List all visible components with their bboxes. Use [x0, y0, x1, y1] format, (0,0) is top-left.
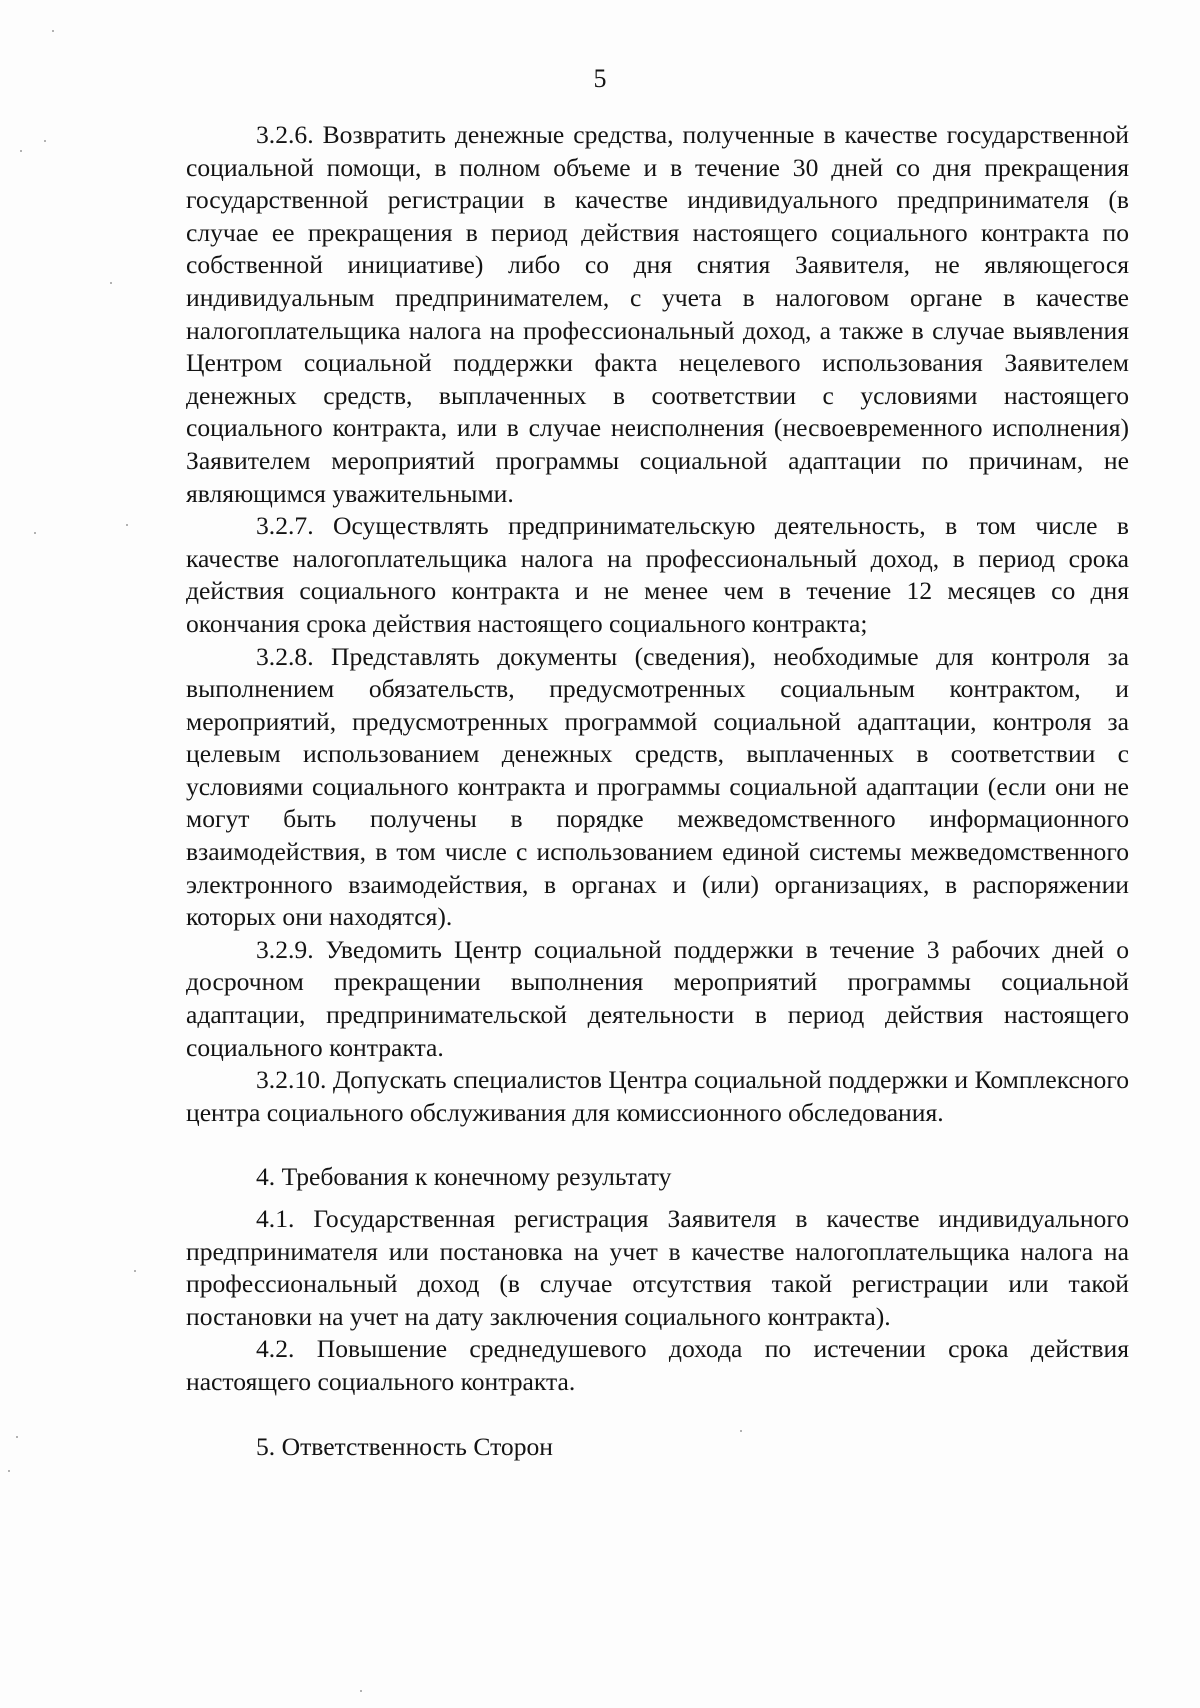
scan-speck [16, 1436, 18, 1438]
section-heading-5: 5. Ответственность Сторон [256, 1431, 554, 1461]
paragraph-3-2-9: 3.2.9. Уведомить Центр социальной поддержки в течение 3 рабочих дней о досрочном прекращении выполнения мероприятий программы социальной адаптации, предпринимательской деятельности в период действия настоящего социального контракта. [186, 934, 1129, 1062]
section-heading-4: 4. Требования к конечному результату [256, 1162, 672, 1192]
scan-speck [20, 150, 22, 152]
scan-speck [360, 1690, 362, 1692]
scan-speck [8, 1470, 10, 1472]
document-body [186, 119, 1129, 1463]
scan-speck [126, 524, 128, 526]
paragraph-3-2-8: 3.2.8. Представлять документы (сведения), необходимые для контроля за выполнением обязательств, предусмотренных социальным контрактом, и мероприятий, предусмотренных программой социальной адаптации, контроля за целевым использованием денежных средств, выплаченных в соответствии с условиями социального контракта и программы социальной адаптации (если они не могут быть получены в порядке межведомственного информационного взаимодействия, в том числе с использованием единой системы межведомственного электронного взаимодействия, в органах и (или) организациях, в распоряжении которых они находятся). [186, 641, 1129, 932]
scan-speck [52, 30, 54, 32]
paragraph-4-1: 4.1. Государственная регистрация Заявителя в качестве индивидуального предпринимателя или постановка на учет в качестве налогоплательщика налога на профессиональный доход (в случае отсутствия такой регистрации или такой постановки на учет на дату заключения социального контракта). [186, 1204, 1129, 1331]
page-number: 5 [593, 64, 607, 93]
paragraph-3-2-7: 3.2.7. Осуществлять предпринимательскую деятельность, в том числе в качестве налогоплательщика налога на профессиональный доход, в период срока действия социального контракта и не менее чем в течение 12 месяцев со дня окончания срока действия настоящего социального контракта; [186, 511, 1129, 638]
scan-speck [34, 532, 36, 534]
scan-speck [740, 1430, 742, 1432]
scan-speck [110, 282, 112, 284]
paragraph-3-2-10: 3.2.10. Допускать специалистов Центра социальной поддержки и Комплексного центра социального обслуживания для комиссионного обследования. [186, 1065, 1129, 1127]
scan-speck [44, 140, 46, 142]
scan-speck [134, 1270, 136, 1272]
paragraph-3-2-6: 3.2.6. Возвратить денежные средства, полученные в качестве государственной социальной помощи, в полном объеме и в течение 30 дней со дня прекращения государственной регистрации в качестве индивидуального предпринимателя (в случае ее прекращения в период действия настоящего социального контракта по собственной инициативе) либо со дня снятия Заявителя, не являющегося индивидуальным предпринимателем, с учета в налоговом органе в качестве налогоплательщика налога на профессиональный доход, а также в случае выявления Центром социальной поддержки факта нецелевого использования Заявителем денежных средств, выплаченных в соответствии с условиями настоящего социального контракта, или в случае неисполнения (несвоевременного исполнения) Заявителем мероприятий программы социальной адаптации по причинам, не являющимся уважительными. [186, 120, 1129, 508]
paragraph-4-2: 4.2. Повышение среднедушевого дохода по истечении срока действия настоящего социального контракта. [186, 1334, 1129, 1396]
